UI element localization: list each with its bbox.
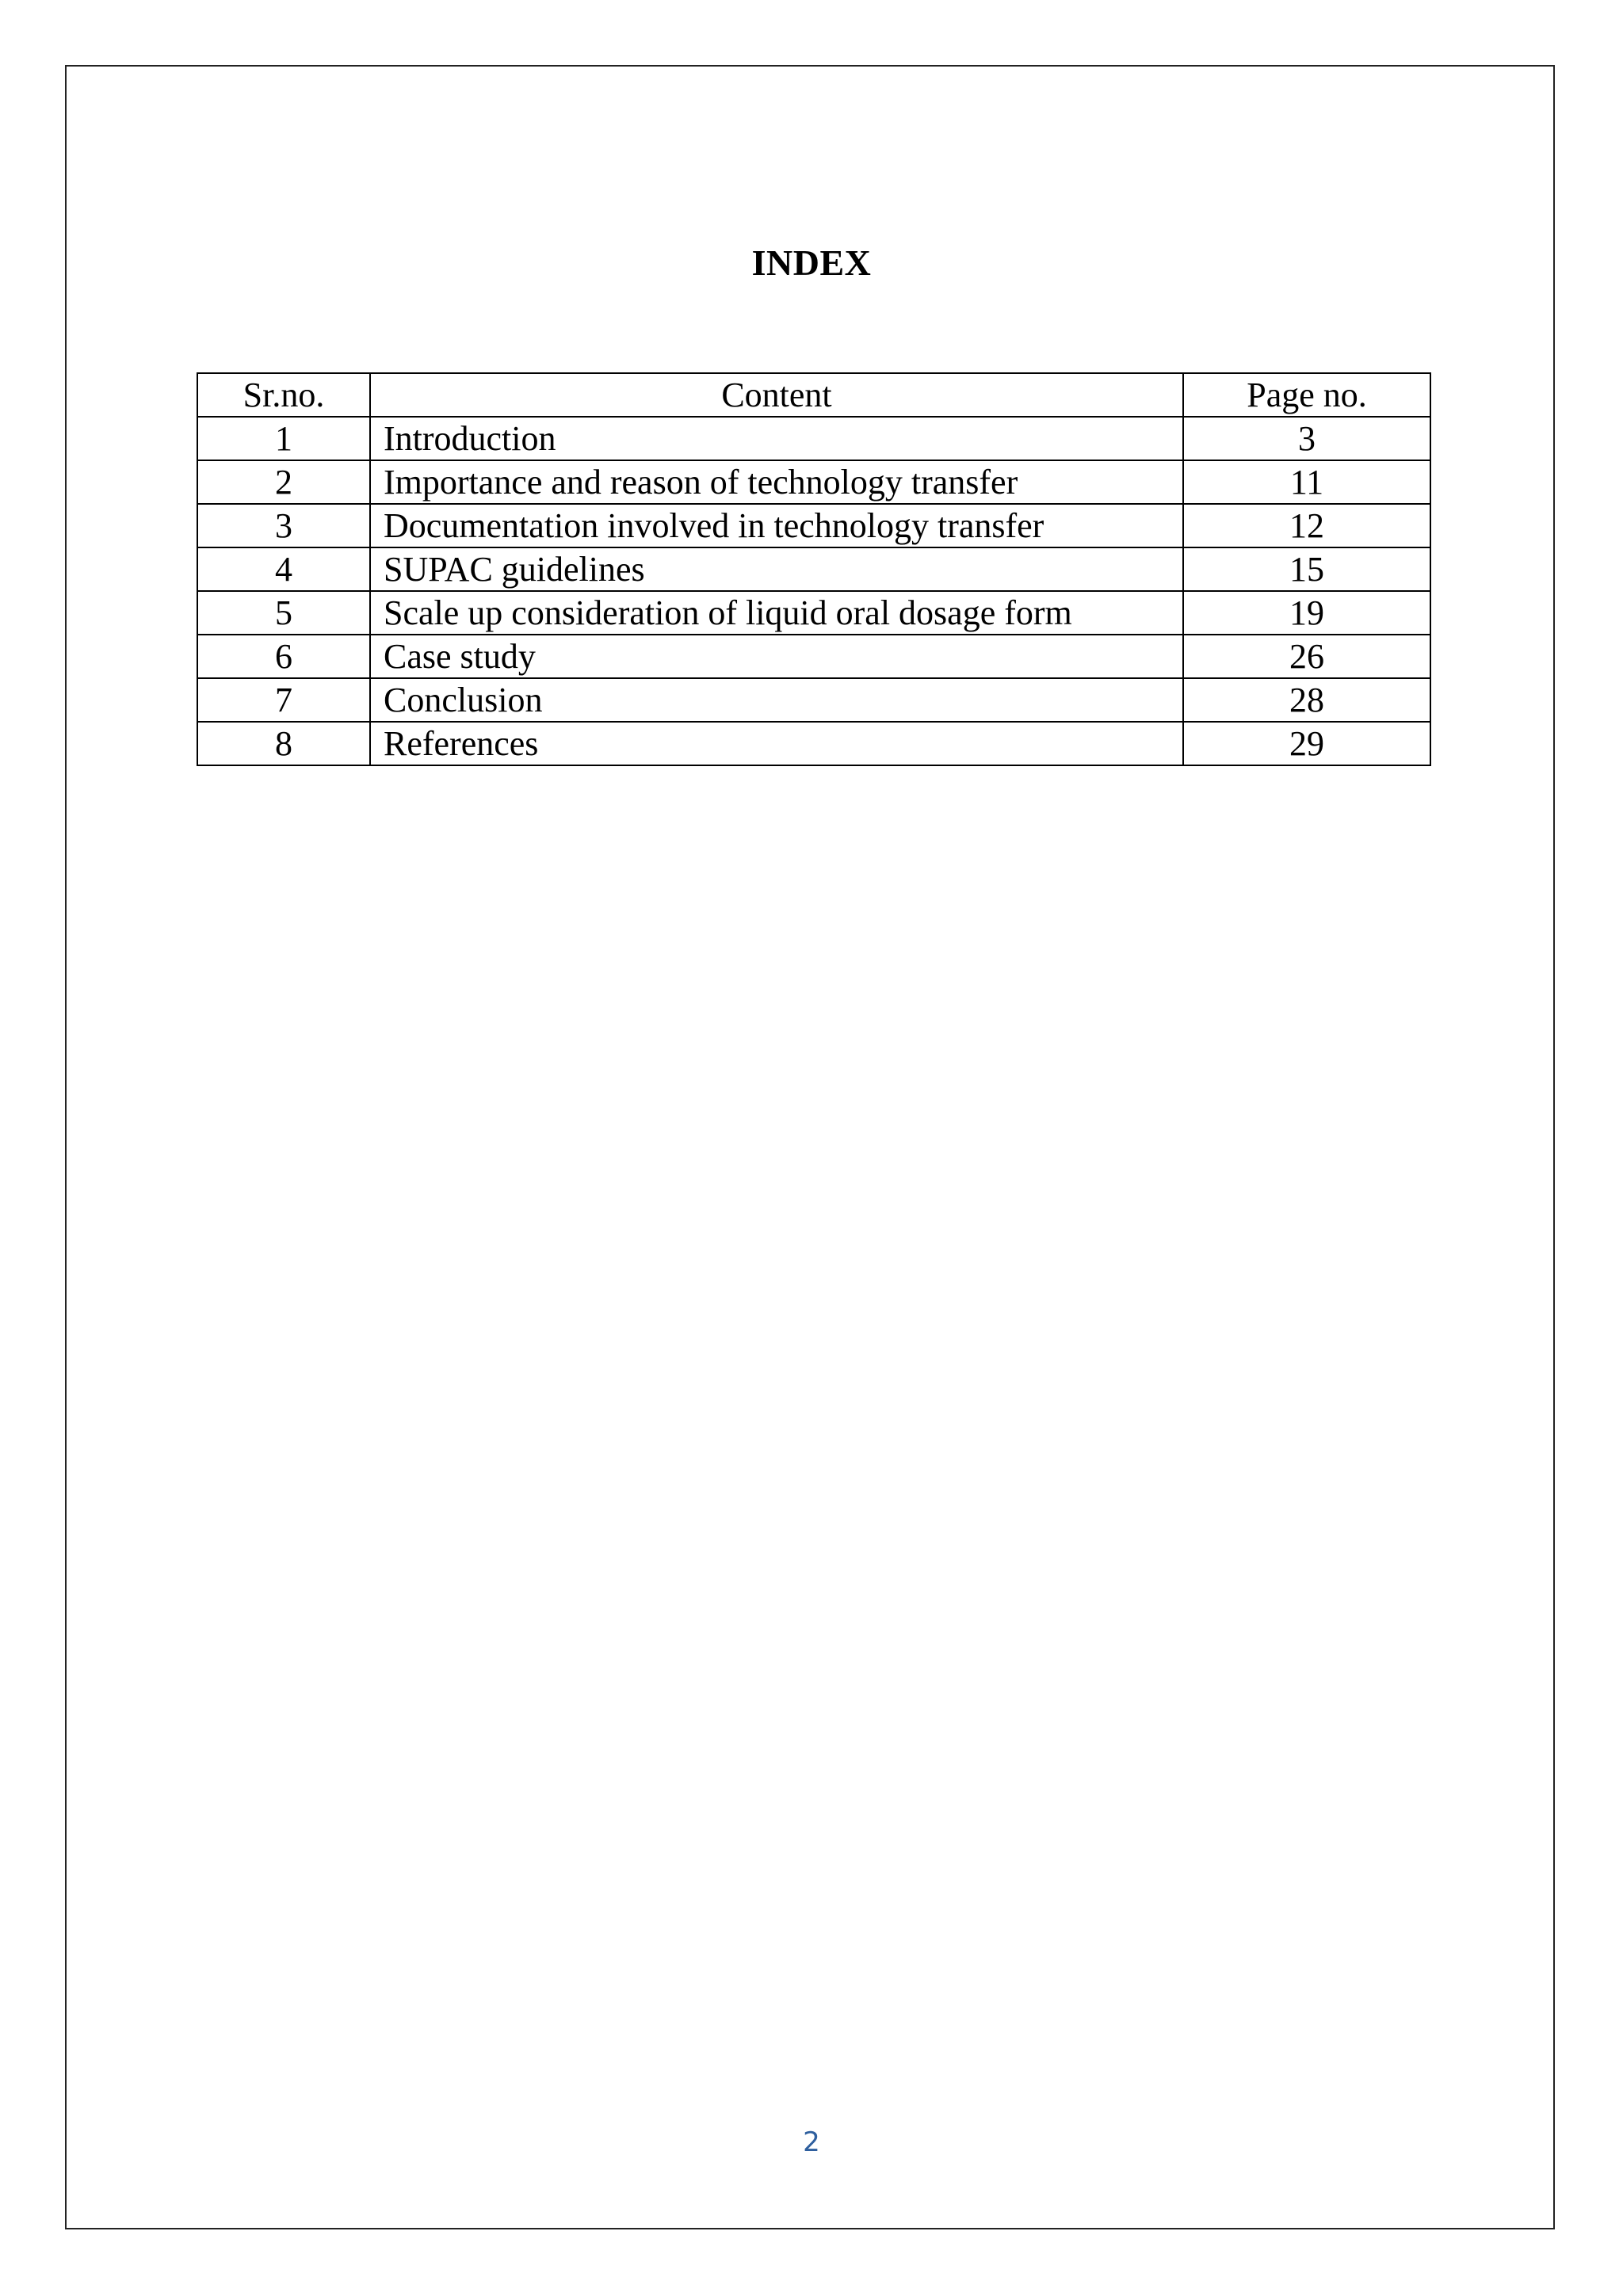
content-cell: Introduction <box>370 417 1183 460</box>
page-number-cell: 29 <box>1183 722 1430 765</box>
serial-number-cell: 5 <box>197 591 370 635</box>
serial-number-cell: 2 <box>197 460 370 504</box>
table-row <box>197 591 1430 635</box>
page-number: 2 <box>803 2126 820 2158</box>
content-cell: Case study <box>370 635 1183 678</box>
page-title: INDEX <box>751 242 872 283</box>
content-cell: SUPAC guidelines <box>370 547 1183 591</box>
content-cell: Conclusion <box>370 678 1183 722</box>
page-number-cell: 12 <box>1183 504 1430 547</box>
serial-number-cell: 3 <box>197 504 370 547</box>
page-number-cell: 11 <box>1183 460 1430 504</box>
content-header: Content <box>370 373 1183 417</box>
table-header-row <box>197 373 1430 417</box>
serial-number-cell: 6 <box>197 635 370 678</box>
serial-number-header: Sr.no. <box>197 373 370 417</box>
content-cell: Scale up consideration of liquid oral dosage form <box>370 591 1183 635</box>
serial-number-cell: 7 <box>197 678 370 722</box>
table-row <box>197 547 1430 591</box>
content-cell: Importance and reason of technology transfer <box>370 460 1183 504</box>
page-number-cell: 28 <box>1183 678 1430 722</box>
table-row <box>197 635 1430 678</box>
page-number-cell: 19 <box>1183 591 1430 635</box>
index-table <box>197 372 1431 766</box>
page-number-header: Page no. <box>1183 373 1430 417</box>
content-cell: Documentation involved in technology transfer <box>370 504 1183 547</box>
table-row <box>197 722 1430 765</box>
page-number-cell: 15 <box>1183 547 1430 591</box>
table-row <box>197 504 1430 547</box>
serial-number-cell: 1 <box>197 417 370 460</box>
table-row <box>197 678 1430 722</box>
serial-number-cell: 8 <box>197 722 370 765</box>
page-number-cell: 26 <box>1183 635 1430 678</box>
content-cell: References <box>370 722 1183 765</box>
table-row <box>197 417 1430 460</box>
table-row <box>197 460 1430 504</box>
serial-number-cell: 4 <box>197 547 370 591</box>
page-number-cell: 3 <box>1183 417 1430 460</box>
